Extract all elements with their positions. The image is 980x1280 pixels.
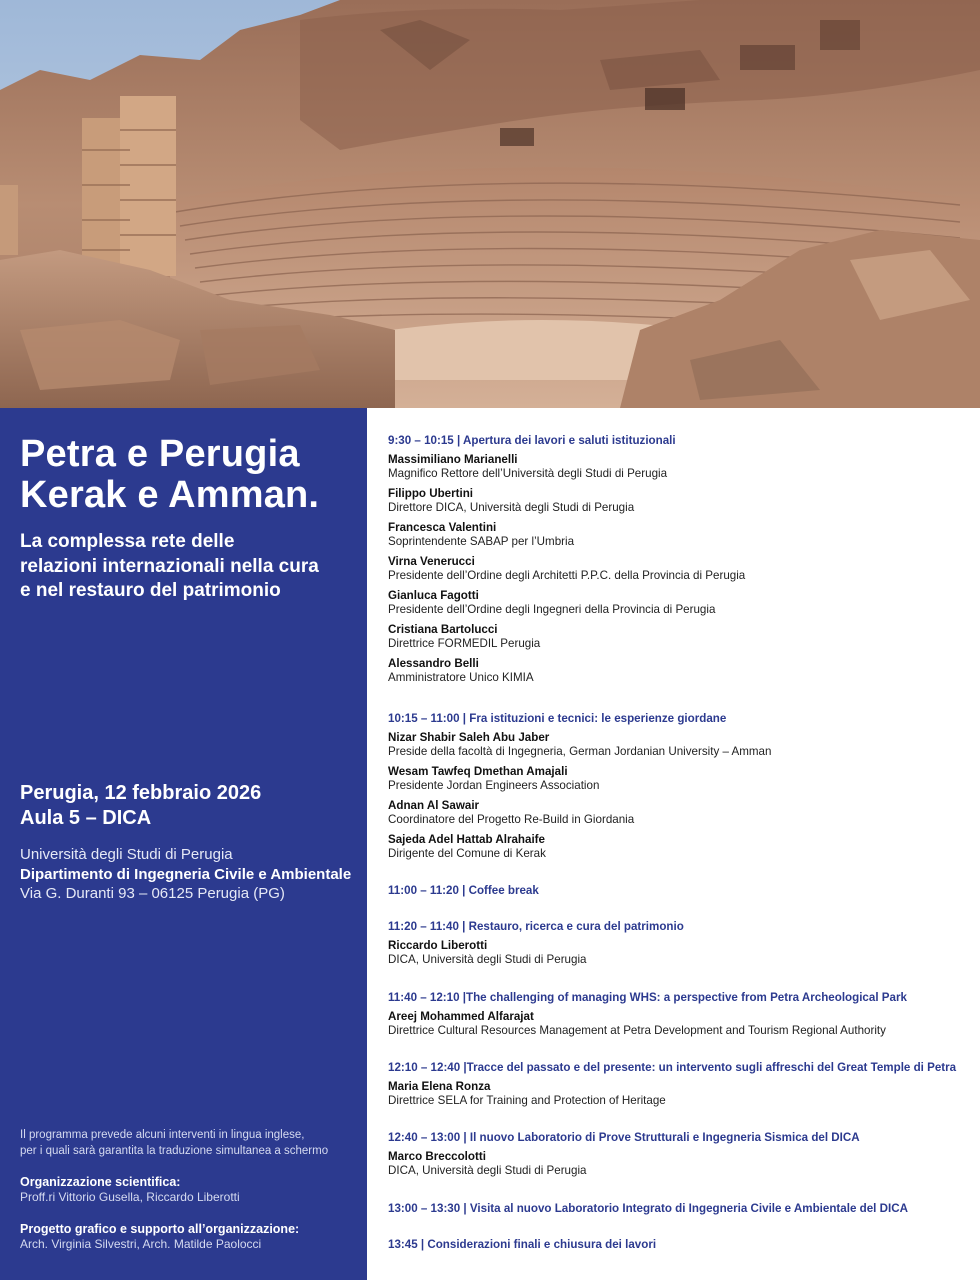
session-lab-visit <box>388 1202 973 1216</box>
org-names: Proff.ri Vittorio Gusella, Riccardo Liberotti <box>20 1190 240 1204</box>
speaker <box>388 657 973 685</box>
session-closing <box>388 1238 973 1252</box>
speaker <box>388 939 973 967</box>
session-great-temple <box>388 1061 973 1108</box>
subtitle-line-1: La complessa rete delle <box>20 531 235 552</box>
session-heading: 11:40 – 12:10 |The challenging of managing WHS: a perspective from Petra Archeological Park <box>388 991 907 1004</box>
speaker-name: Filippo Ubertini <box>388 487 474 500</box>
speaker-name: Adnan Al Sawair <box>388 799 480 812</box>
note-line-1: Il programma prevede alcuni interventi in lingua inglese, <box>20 1129 305 1141</box>
speaker-role: Direttore DICA, Università degli Studi di Perugia <box>388 501 635 514</box>
programme <box>388 408 973 1280</box>
org-label: Organizzazione scientifica: <box>20 1175 181 1189</box>
scientific-organization <box>20 1175 360 1205</box>
subtitle-line-3: e nel restauro del patrimonio <box>20 580 281 601</box>
speaker <box>388 453 973 481</box>
design-label: Progetto grafico e supporto all’organizzazione: <box>20 1222 300 1236</box>
speaker-role: Soprintendente SABAP per l’Umbria <box>388 535 575 548</box>
subtitle-line-2: relazioni internazionali nella cura <box>20 555 319 577</box>
speaker <box>388 1010 973 1038</box>
session-heading: 11:00 – 11:20 | Coffee break <box>388 884 539 897</box>
speaker-name: Maria Elena Ronza <box>388 1080 491 1093</box>
speaker-name: Sajeda Adel Hattab Alrahaife <box>388 833 545 846</box>
speaker-name: Marco Breccolotti <box>388 1150 486 1163</box>
speaker <box>388 589 973 617</box>
speaker-name: Virna Venerucci <box>388 555 475 568</box>
info-panel <box>0 408 367 1280</box>
speaker <box>388 521 973 549</box>
speaker <box>388 1080 973 1108</box>
hero-photo <box>0 0 980 408</box>
speaker <box>388 765 973 793</box>
session-coffee-break <box>388 884 973 898</box>
session-heading: 10:15 – 11:00 | Fra istituzioni e tecnici: le esperienze giordane <box>388 712 727 725</box>
speaker <box>388 487 973 515</box>
session-heading: 12:10 – 12:40 |Tracce del passato e del presente: un intervento sugli affreschi del Great Temple di Petra <box>388 1061 957 1074</box>
session-heading: 11:20 – 11:40 | Restauro, ricerca e cura del patrimonio <box>388 920 684 933</box>
speaker-role: Presidente dell’Ordine degli Architetti P.P.C. della Provincia di Perugia <box>388 569 746 582</box>
note-line-2: per i quali sarà garantita la traduzione simultanea a schermo <box>20 1144 329 1157</box>
speaker-role: DICA, Università degli Studi di Perugia <box>388 1164 587 1177</box>
speaker-name: Wesam Tawfeq Dmethan Amajali <box>388 765 568 778</box>
event-subtitle <box>20 530 360 604</box>
session-opening <box>388 434 973 685</box>
title-line-1: Petra e Perugia <box>20 433 300 475</box>
translation-note <box>20 1128 360 1159</box>
speaker-role: Direttrice SELA for Training and Protection of Heritage <box>388 1094 666 1107</box>
speaker <box>388 799 973 827</box>
speaker-role: Amministratore Unico KIMIA <box>388 671 534 684</box>
speaker <box>388 731 973 759</box>
graphic-design-credit <box>20 1222 365 1252</box>
speaker-role: Magnifico Rettore dell’Università degli Studi di Perugia <box>388 467 668 480</box>
event-room: Aula 5 – DICA <box>20 807 152 829</box>
speaker-role: Presidente Jordan Engineers Association <box>388 779 600 792</box>
session-jordan <box>388 712 973 861</box>
venue-address <box>20 845 365 904</box>
speaker-role: Direttrice Cultural Resources Management at Petra Development and Tourism Regional Authority <box>388 1024 886 1037</box>
session-laboratory <box>388 1131 973 1178</box>
speaker-role: Presidente dell’Ordine degli Ingegneri della Provincia di Perugia <box>388 603 716 616</box>
event-date-place <box>20 781 360 831</box>
speaker-name: Gianluca Fagotti <box>388 589 479 602</box>
speaker <box>388 555 973 583</box>
speaker <box>388 1150 973 1178</box>
session-restoration <box>388 920 973 967</box>
speaker-role: DICA, Università degli Studi di Perugia <box>388 953 587 966</box>
speaker-role: Preside della facoltà di Ingegneria, German Jordanian University – Amman <box>388 745 772 758</box>
speaker-name: Nizar Shabir Saleh Abu Jaber <box>388 731 550 744</box>
speaker <box>388 623 973 651</box>
session-petra-park <box>388 991 973 1038</box>
speaker-role: Dirigente del Comune di Kerak <box>388 847 546 860</box>
session-heading: 9:30 – 10:15 | Apertura dei lavori e saluti istituzionali <box>388 434 676 447</box>
event-date: Perugia, 12 febbraio 2026 <box>20 782 262 804</box>
speaker-role: Direttrice FORMEDIL Perugia <box>388 637 541 650</box>
session-heading: 13:45 | Considerazioni finali e chiusura dei lavori <box>388 1238 657 1251</box>
department-name: Dipartimento di Ingegneria Civile e Ambientale <box>20 865 352 883</box>
petra-theatre-illustration <box>0 0 980 408</box>
session-heading: 12:40 – 13:00 | Il nuovo Laboratorio di Prove Strutturali e Ingegneria Sismica del DICA <box>388 1131 860 1144</box>
speaker <box>388 833 973 861</box>
event-title <box>20 434 360 516</box>
speaker-name: Massimiliano Marianelli <box>388 453 518 466</box>
session-heading: 13:00 – 13:30 | Visita al nuovo Laboratorio Integrato di Ingegneria Civile e Ambientale del DICA <box>388 1202 908 1215</box>
university-name: Università degli Studi di Perugia <box>20 846 233 863</box>
speaker-role: Coordinatore del Progetto Re-Build in Giordania <box>388 813 635 826</box>
title-line-2: Kerak e Amman. <box>20 474 320 516</box>
street-address: Via G. Duranti 93 – 06125 Perugia (PG) <box>20 885 285 902</box>
speaker-name: Alessandro Belli <box>388 657 479 670</box>
design-names: Arch. Virginia Silvestri, Arch. Matilde Paolocci <box>20 1237 262 1251</box>
speaker-name: Francesca Valentini <box>388 521 497 534</box>
speaker-name: Areej Mohammed Alfarajat <box>388 1010 534 1023</box>
speaker-name: Cristiana Bartolucci <box>388 623 498 636</box>
speaker-name: Riccardo Liberotti <box>388 939 488 952</box>
